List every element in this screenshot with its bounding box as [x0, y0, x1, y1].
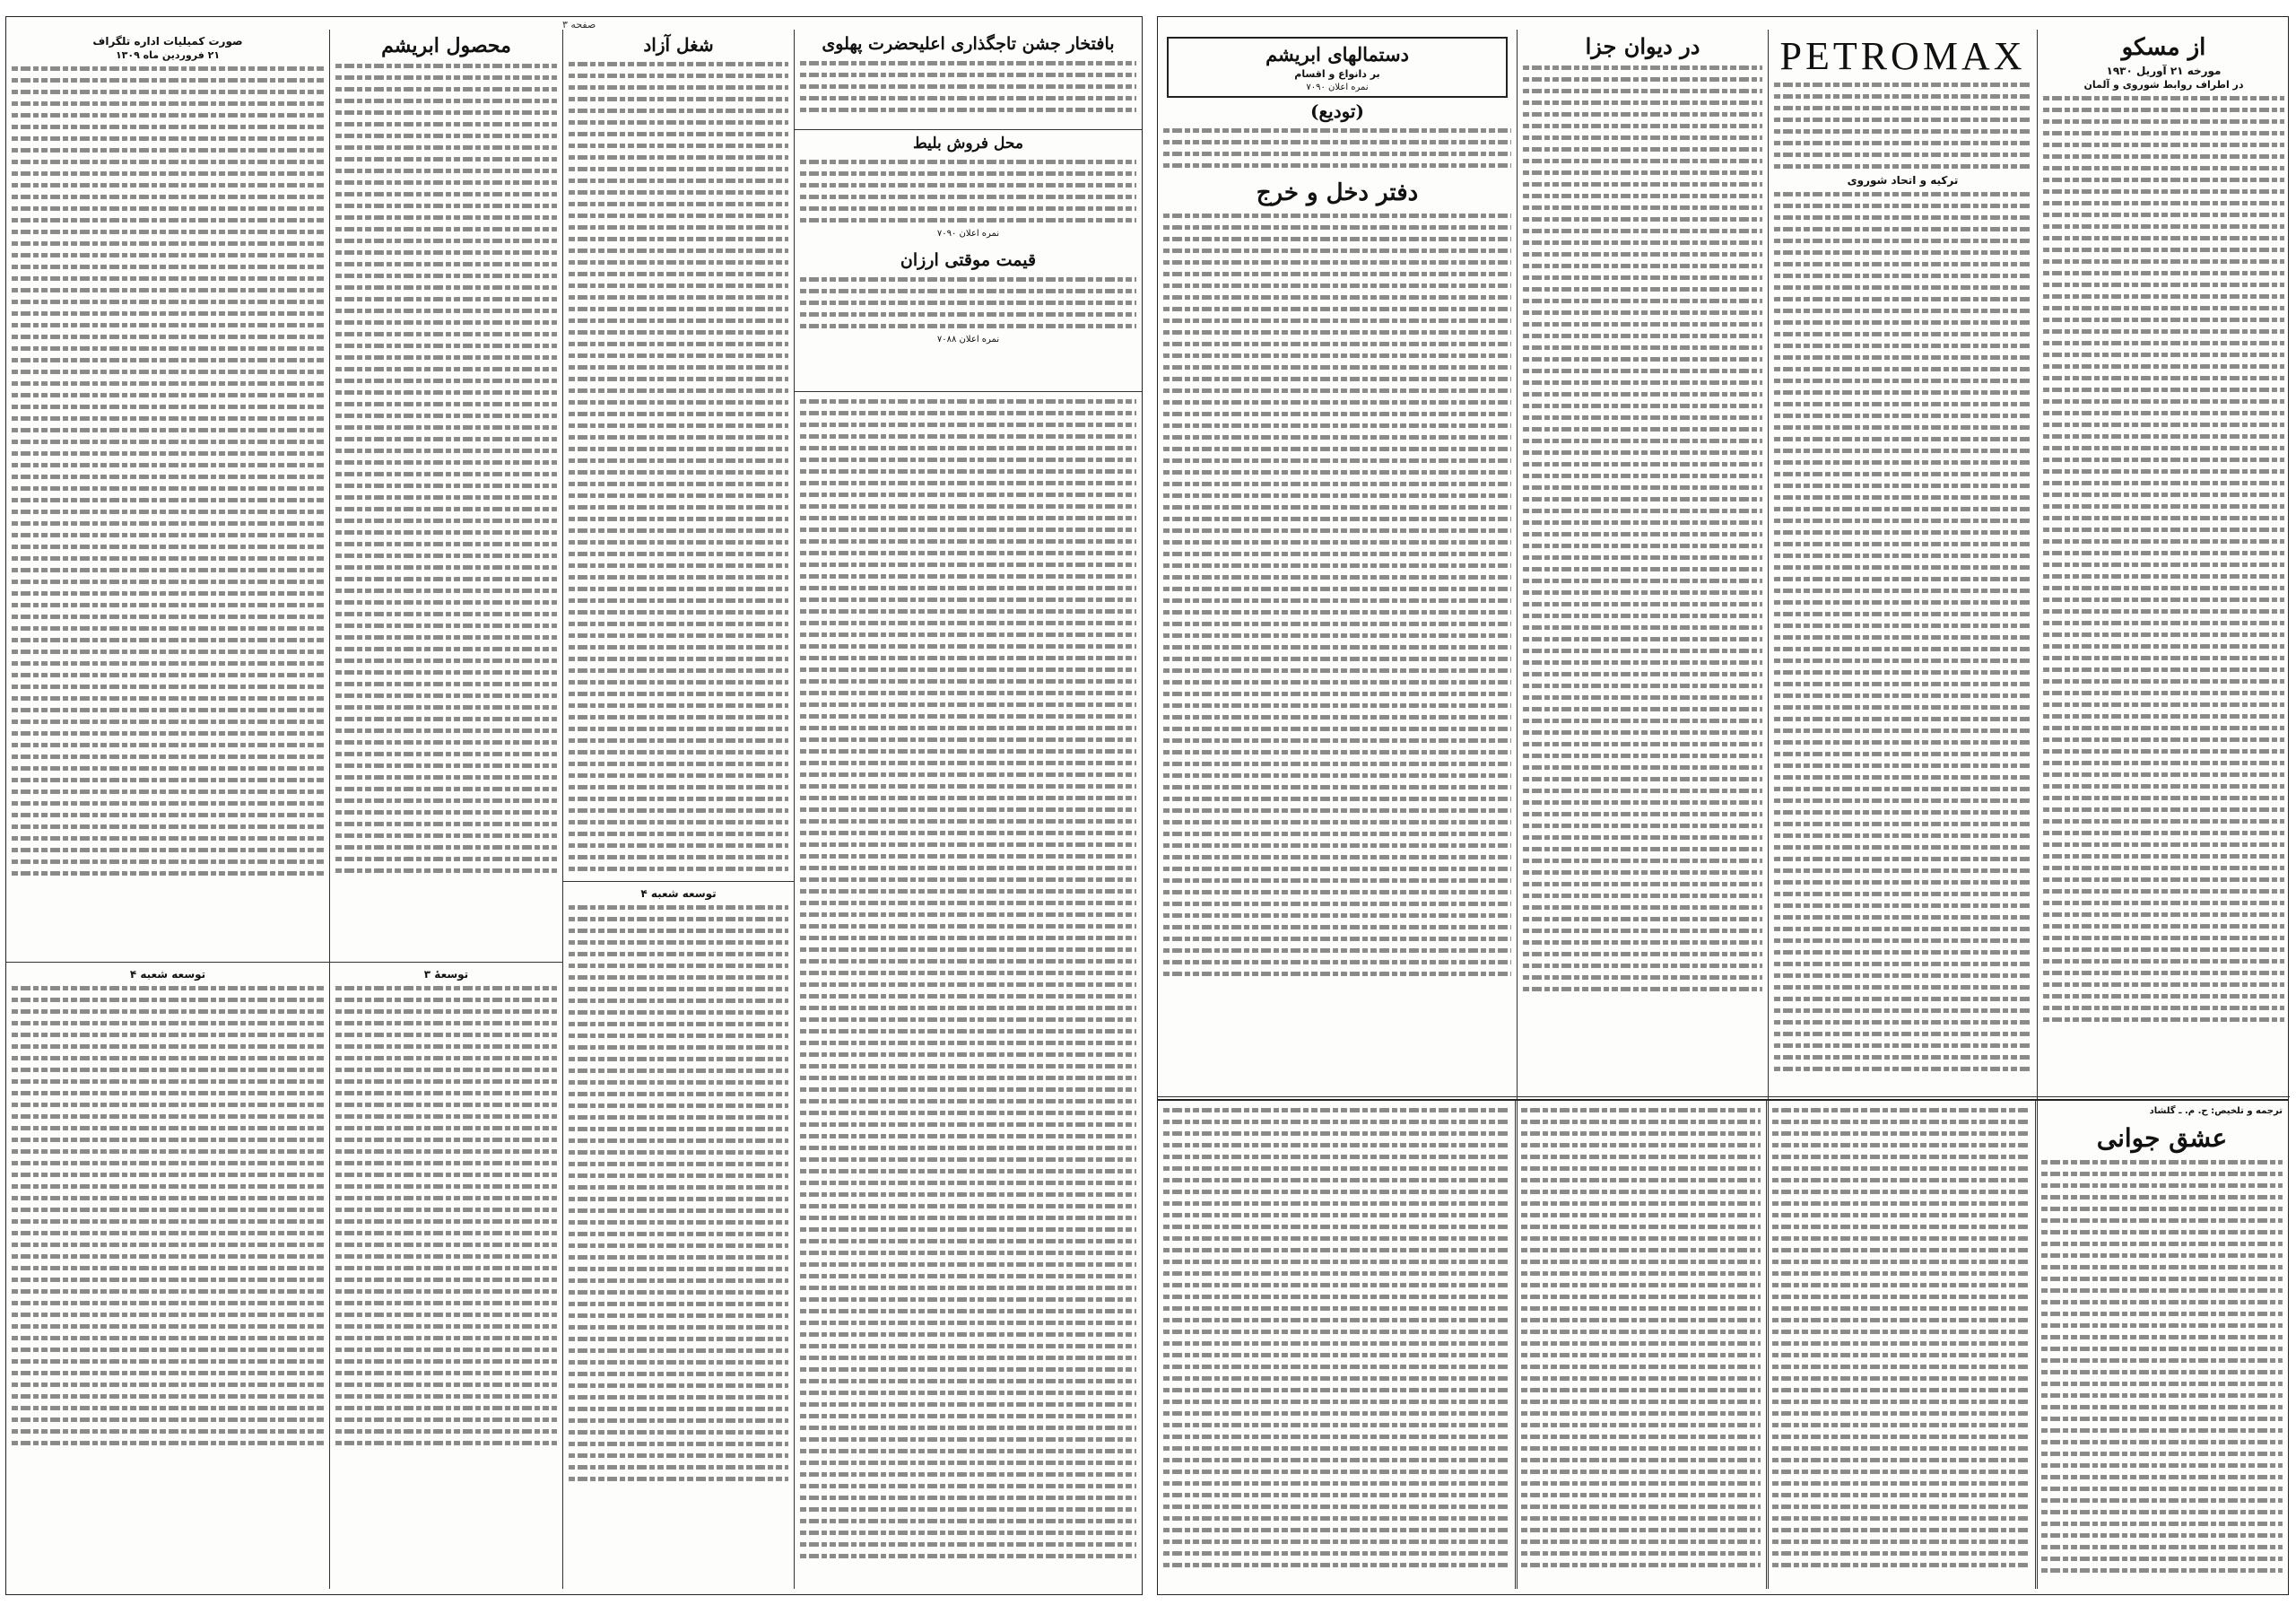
story-band [1158, 1099, 2288, 1589]
moscow-block [2038, 30, 2290, 1097]
tavdi-body [1163, 125, 1511, 171]
dastmal-ad [1167, 37, 1508, 98]
story-headline: عشق جوانی [2096, 1123, 2228, 1153]
toseeh-title: توسعه شعبه ۴ [640, 887, 717, 900]
toseeh-body [569, 902, 788, 1485]
moscow-body [2043, 92, 2284, 1025]
moscow-sub: مورخه ۲۱ آوریل ۱۹۳۰ [2106, 64, 2222, 77]
jashn-article [795, 392, 1142, 1589]
daftar-headline: دفتر دخل و خرج [1256, 179, 1419, 207]
story-series: ترجمه و تلخیص: ح. م. ـ گلشاد [2149, 1106, 2283, 1116]
dastmal-headline: دستمالهای ابریشم [1265, 43, 1409, 65]
toseeh2-title: توسعه شعبه ۴ [129, 968, 206, 981]
toseeh3-title: توسعهٔ ۳ [423, 968, 469, 981]
petromax-mast: PETROMAX [1779, 34, 2026, 78]
notice-ref: نمره اعلان ۷۰۹۰ [936, 228, 1000, 239]
column-shoghl [562, 30, 794, 1589]
story-body-3 [1521, 1104, 1761, 1571]
toseeh-block [563, 882, 794, 1589]
dastmal-body [1163, 210, 1511, 980]
column-mahsool [329, 30, 562, 1589]
story-body-2 [1772, 1104, 2030, 1571]
dastmal-notice: نمره اعلان ۷۰۹۰ [1306, 83, 1369, 93]
ad-price-body [800, 274, 1136, 332]
dastmal-sub: بر دانواع و اقسام [1294, 68, 1380, 81]
shoghl-block [563, 30, 794, 882]
moscow-headline: از مسکو [2121, 34, 2206, 61]
story-body-1 [2041, 1156, 2283, 1576]
ad-ticket-sales [795, 130, 1142, 392]
telegraph-sub: صورت کمیلیات اداره تلگراف [92, 35, 243, 48]
jashn-article-body [800, 396, 1136, 1562]
jashn-block [795, 30, 1142, 130]
page-number: صفحه ۳ [562, 19, 596, 31]
petromax-body2 [1774, 188, 2031, 1075]
notice-ref-2: نمره اعلان ۷۰۸۸ [936, 334, 1000, 345]
jashn-body [800, 57, 1136, 116]
toseeh3-block [330, 963, 562, 1589]
mahsool-body [335, 60, 557, 877]
story-col-3 [1515, 1101, 1766, 1589]
shoghl-body [569, 58, 788, 875]
divan-headline: در دیوان جزا [1585, 33, 1700, 59]
story-title-col [2035, 1101, 2288, 1589]
dastmal-block [1158, 30, 1517, 1097]
divan-block [1518, 30, 1768, 1097]
mahsool-headline: محصول ابریشم [381, 34, 511, 57]
divan-body [1523, 62, 1762, 995]
ad-ticket-body [800, 156, 1136, 226]
ad-price-title: قیمت موقتی ارزان [900, 249, 1037, 270]
newspaper-page-right [1157, 16, 2289, 1595]
toseeh3-body [335, 982, 557, 1449]
tavdi-headline: (تودیع) [1310, 100, 1364, 123]
column-telegraph [6, 30, 329, 1589]
mahsool-block [330, 30, 562, 963]
telegraph-body [12, 63, 324, 879]
newspaper-page-left [5, 16, 1143, 1595]
toseeh2-body [12, 982, 324, 1449]
shoghl-headline: شغل آزاد [643, 34, 714, 56]
column-jashn [794, 30, 1142, 1589]
telegraph-date: ۲۱ فروردین ماه ۱۳۰۹ [115, 49, 221, 61]
petromax-sub: ترکیه و اتحاد شوروی [1847, 174, 1959, 187]
moscow-sub2: در اطراف روابط شوروی و آلمان [2083, 78, 2244, 91]
telegraph-block [6, 30, 329, 963]
petromax-body [1774, 79, 2031, 172]
petromax-block [1769, 30, 2037, 1097]
story-col-2 [1766, 1101, 2035, 1589]
story-body-4 [1163, 1104, 1509, 1571]
toseeh2-block [6, 963, 329, 1589]
ad-ticket-title: محل فروش بلیط [913, 135, 1023, 153]
jashn-headline: بافتخار جشن تاجگذاری اعلیحضرت پهلوی [822, 34, 1115, 54]
story-col-4 [1158, 1101, 1515, 1589]
